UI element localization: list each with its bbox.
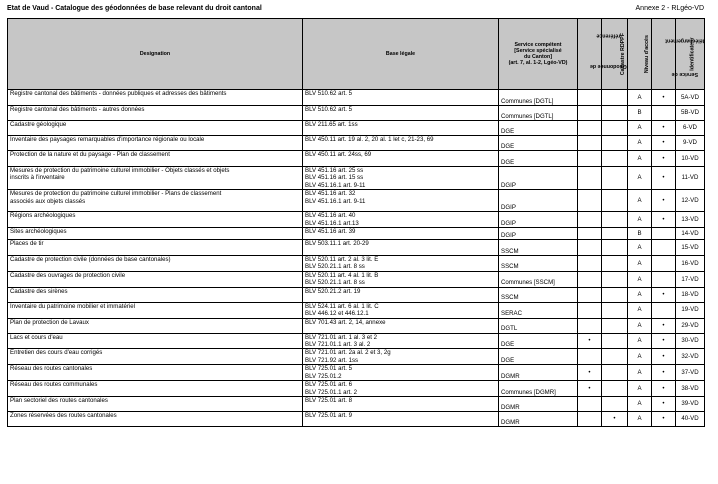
designation-cell: Réseau des routes cantonales [8,365,303,381]
page-header [7,5,704,17]
geodonnee-reference-cell [578,256,602,272]
base-legale-cell: BLV 450.11 art. 19 al. 2, 20 al. 1 let c, 21-23, 69 [303,136,499,151]
telechargement-cell: • [652,121,676,136]
service-cell: Communes [DGMR] [499,381,578,397]
designation-cell: Cadastre des ouvrages de protection civile [8,271,303,287]
base-legale-cell: BLV 451.16 art. 40 BLV 451.16.1 art.13 [303,212,499,228]
identificateur-cell: 16-VD [676,256,705,272]
identificateur-cell: 38-VD [676,381,705,397]
table-row [8,90,705,106]
service-cell: SSCM [499,256,578,272]
telechargement-cell: • [652,151,676,167]
base-legale-cell: BLV 520.11 art. 2 al. 3 lit. E BLV 520.21.1 art. 8 ss [303,256,499,272]
cadastre-rdppf-cell [602,318,628,333]
cadastre-rdppf-cell [602,90,628,106]
identificateur-cell: 6-VD [676,121,705,136]
niveau-acces-cell: A [628,256,652,272]
cadastre-rdppf-cell [602,397,628,412]
col-base-legale: Base légale [303,19,499,90]
geodonnee-reference-cell [578,121,602,136]
telechargement-cell: • [652,349,676,365]
geodonnee-reference-cell [578,151,602,167]
telechargement-cell: • [652,397,676,412]
service-cell: DGIP [499,212,578,228]
identificateur-cell: 10-VD [676,151,705,167]
niveau-acces-cell: A [628,167,652,190]
table-row [8,212,705,228]
document-title: Etat de Vaud - Catalogue des géodonnées de base relevant du droit cantonal [7,5,262,12]
cadastre-rdppf-cell: • [602,412,628,427]
geodonnee-reference-cell [578,212,602,228]
col-geodonnee-reference: Géodonnée deréférence [578,19,602,90]
designation-cell: Plan sectoriel des routes cantonales [8,397,303,412]
base-legale-cell: BLV 524.11 art. 6 al. 1 lit. C BLV 446.12 et 446.12.1 [303,302,499,318]
niveau-acces-cell: A [628,190,652,212]
telechargement-cell: • [652,412,676,427]
designation-cell: Mesures de protection du patrimoine culturel immobilier - Plans de classement associés aux objets classés [8,190,303,212]
identificateur-cell: 14-VD [676,228,705,240]
col-niveau-acces: Niveau d'accès [628,19,652,90]
service-cell: DGE [499,136,578,151]
identificateur-cell: 29-VD [676,318,705,333]
service-cell: DGMR [499,365,578,381]
base-legale-cell: BLV 211.65 art. 1ss [303,121,499,136]
table-row [8,412,705,427]
cadastre-rdppf-cell [602,121,628,136]
cadastre-rdppf-cell [602,365,628,381]
table-header-row [8,19,705,90]
table-row [8,151,705,167]
identificateur-cell: 5B-VD [676,106,705,121]
col-designation: Designation [8,19,303,90]
col-service: Service compétent [Service spécialisé du Canton] (art. 7, al. 1-2, Lgéo-VD) [499,19,578,90]
cadastre-rdppf-cell [602,228,628,240]
telechargement-cell: • [652,212,676,228]
telechargement-cell [652,228,676,240]
telechargement-cell [652,302,676,318]
cadastre-rdppf-cell [602,240,628,256]
telechargement-cell: • [652,90,676,106]
cadastre-rdppf-cell [602,302,628,318]
geodonnee-reference-cell [578,349,602,365]
designation-cell: Régions archéologiques [8,212,303,228]
identificateur-cell: 40-VD [676,412,705,427]
designation-cell: Cadastre géologique [8,121,303,136]
designation-cell: Registre cantonal des bâtiments - autres données [8,106,303,121]
base-legale-cell: BLV 721.01 art. 1 al. 3 et 2 BLV 721.01.1 art. 3 al. 2 [303,333,499,349]
identificateur-cell: 9-VD [676,136,705,151]
service-cell: DGE [499,151,578,167]
base-legale-cell: BLV 450.11 art. 24ss, 69 [303,151,499,167]
niveau-acces-cell: A [628,287,652,302]
identificateur-cell: 17-VD [676,271,705,287]
table-row [8,106,705,121]
service-cell: SERAC [499,302,578,318]
designation-cell: Places de tir [8,240,303,256]
telechargement-cell [652,240,676,256]
cadastre-rdppf-cell [602,106,628,121]
telechargement-cell: • [652,381,676,397]
geodonnee-reference-cell [578,271,602,287]
base-legale-cell: BLV 451.16 art. 25 ss BLV 451.16 art. 15 ss BLV 451.16.1 art. 9-11 [303,167,499,190]
identificateur-cell: 12-VD [676,190,705,212]
base-legale-cell: BLV 451.16 art. 39 [303,228,499,240]
identificateur-cell: 13-VD [676,212,705,228]
designation-cell: Plan de protection de Lavaux [8,318,303,333]
niveau-acces-cell: A [628,349,652,365]
table-row [8,271,705,287]
table-row [8,381,705,397]
geodonnee-reference-cell [578,397,602,412]
telechargement-cell: • [652,190,676,212]
cadastre-rdppf-cell [602,333,628,349]
telechargement-cell: • [652,136,676,151]
designation-cell: Cadastre des sirènes [8,287,303,302]
service-cell: DGIP [499,190,578,212]
table-row [8,302,705,318]
base-legale-cell: BLV 520.21.2 art. 19 [303,287,499,302]
cadastre-rdppf-cell [602,212,628,228]
designation-cell: Zones réservées des routes cantonales [8,412,303,427]
designation-cell: Mesures de protection du patrimoine culturel immobilier - Objets classés et objets inscrits à l'inventaire [8,167,303,190]
niveau-acces-cell: A [628,240,652,256]
identificateur-cell: 19-VD [676,302,705,318]
cadastre-rdppf-cell [602,136,628,151]
niveau-acces-cell: A [628,121,652,136]
niveau-acces-cell: A [628,212,652,228]
niveau-acces-cell: A [628,381,652,397]
service-cell: SSCM [499,240,578,256]
niveau-acces-cell: A [628,302,652,318]
identificateur-cell: 11-VD [676,167,705,190]
service-cell: DGE [499,121,578,136]
geodonnee-reference-cell [578,190,602,212]
identificateur-cell: 39-VD [676,397,705,412]
service-cell: DGMR [499,412,578,427]
base-legale-cell: BLV 451.16 art. 32 BLV 451.16.1 art. 9-11 [303,190,499,212]
designation-cell: Inventaire du patrimoine mobilier et immatériel [8,302,303,318]
table-row [8,256,705,272]
table-row [8,167,705,190]
geodonnee-reference-cell: • [578,333,602,349]
geodonnee-reference-cell [578,287,602,302]
catalogue-table [7,18,705,427]
cadastre-rdppf-cell [602,349,628,365]
col-cadastre-rdppf: Cadastre RDPPF [602,19,628,90]
base-legale-cell: BLV 701.43 art. 2, 14, annexe [303,318,499,333]
geodonnee-reference-cell: • [578,381,602,397]
table-row [8,397,705,412]
service-cell: Communes [SSCM] [499,271,578,287]
geodonnee-reference-cell [578,106,602,121]
identificateur-cell: 15-VD [676,240,705,256]
telechargement-cell: • [652,365,676,381]
base-legale-cell: BLV 725.01 art. 9 [303,412,499,427]
cadastre-rdppf-cell [602,381,628,397]
designation-cell: Réseau des routes communales [8,381,303,397]
identificateur-cell: 32-VD [676,349,705,365]
cadastre-rdppf-cell [602,256,628,272]
geodonnee-reference-cell [578,167,602,190]
geodonnee-reference-cell [578,412,602,427]
telechargement-cell [652,271,676,287]
geodonnee-reference-cell [578,318,602,333]
annex-label: Annexe 2 - RLgéo-VD [635,5,704,12]
service-cell: DGIP [499,228,578,240]
table-row [8,318,705,333]
geodonnee-reference-cell [578,228,602,240]
base-legale-cell: BLV 725.01 art. 5 BLV 725.01.2 [303,365,499,381]
designation-cell: Sites archéologiques [8,228,303,240]
service-cell: DGMR [499,397,578,412]
niveau-acces-cell: A [628,365,652,381]
designation-cell: Registre cantonal des bâtiments - données publiques et adresses des bâtiments [8,90,303,106]
niveau-acces-cell: A [628,333,652,349]
identificateur-cell: 37-VD [676,365,705,381]
service-cell: Communes [DGTL] [499,106,578,121]
service-cell: DGE [499,349,578,365]
identificateur-cell: 18-VD [676,287,705,302]
designation-cell: Cadastre de protection civile (données de base cantonales) [8,256,303,272]
telechargement-cell: • [652,167,676,190]
service-cell: Communes [DGTL] [499,90,578,106]
telechargement-cell: • [652,318,676,333]
table-row [8,190,705,212]
telechargement-cell: • [652,333,676,349]
geodonnee-reference-cell [578,240,602,256]
niveau-acces-cell: A [628,412,652,427]
table-row [8,333,705,349]
niveau-acces-cell: B [628,228,652,240]
geodonnee-reference-cell: • [578,365,602,381]
col-identificateur: Identificateur [676,19,705,90]
service-cell: DGE [499,333,578,349]
service-cell: DGTL [499,318,578,333]
base-legale-cell: BLV 510.62 art. 5 [303,90,499,106]
table-row [8,287,705,302]
designation-cell: Inventaire des paysages remarquables d'importance régionale ou locale [8,136,303,151]
niveau-acces-cell: A [628,318,652,333]
col-service-telechargement: Service detéléchargement [652,19,676,90]
designation-cell: Entretien des cours d'eau corrigés [8,349,303,365]
cadastre-rdppf-cell [602,151,628,167]
telechargement-cell [652,256,676,272]
table-row [8,121,705,136]
cadastre-rdppf-cell [602,167,628,190]
telechargement-cell [652,106,676,121]
identificateur-cell: 5A-VD [676,90,705,106]
niveau-acces-cell: A [628,397,652,412]
base-legale-cell: BLV 510.62 art. 5 [303,106,499,121]
cadastre-rdppf-cell [602,190,628,212]
identificateur-cell: 30-VD [676,333,705,349]
base-legale-cell: BLV 725.01 art. 8 [303,397,499,412]
service-cell: DGIP [499,167,578,190]
table-row [8,365,705,381]
cadastre-rdppf-cell [602,271,628,287]
table-row [8,349,705,365]
niveau-acces-cell: A [628,136,652,151]
base-legale-cell: BLV 520.11 art. 4 al. 1 lit. B BLV 520.21.1 art. 8 ss [303,271,499,287]
table-row [8,228,705,240]
table-row [8,240,705,256]
designation-cell: Lacs et cours d'eau [8,333,303,349]
niveau-acces-cell: A [628,90,652,106]
service-cell: SSCM [499,287,578,302]
base-legale-cell: BLV 721.01 art. 2a al. 2 et 3, 2g BLV 721.92 art. 1ss [303,349,499,365]
base-legale-cell: BLV 725.01 art. 6 BLV 725.01.1 art. 2 [303,381,499,397]
geodonnee-reference-cell [578,136,602,151]
niveau-acces-cell: B [628,106,652,121]
table-row [8,136,705,151]
base-legale-cell: BLV 503.11.1 art. 20-29 [303,240,499,256]
niveau-acces-cell: A [628,151,652,167]
cadastre-rdppf-cell [602,287,628,302]
geodonnee-reference-cell [578,302,602,318]
designation-cell: Protection de la nature et du paysage - Plan de classement [8,151,303,167]
telechargement-cell: • [652,287,676,302]
geodonnee-reference-cell [578,90,602,106]
niveau-acces-cell: A [628,271,652,287]
